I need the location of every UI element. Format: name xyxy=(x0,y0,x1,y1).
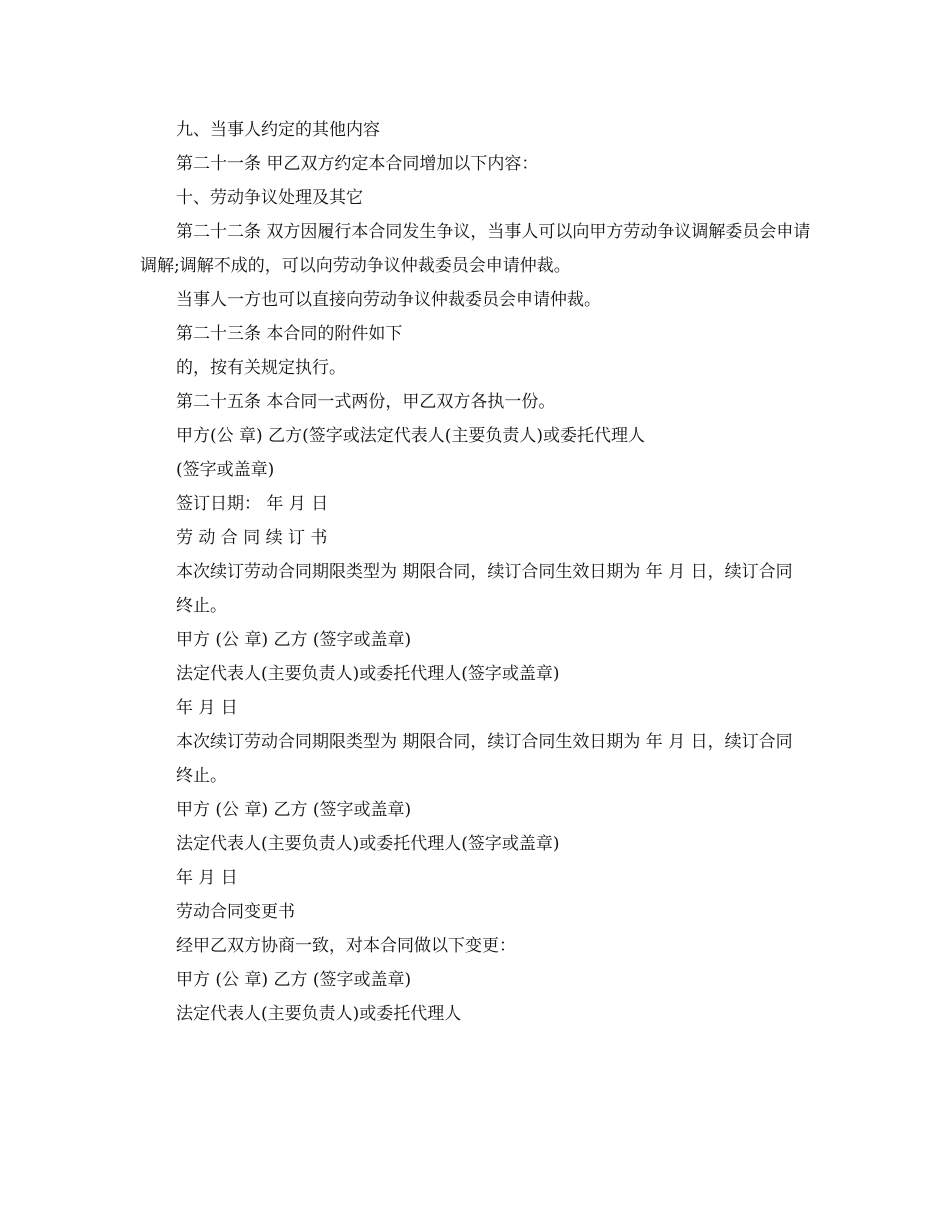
renewal-parties-1: 甲方 (公 章) 乙方 (签字或盖章) xyxy=(176,630,412,650)
article-23: 第二十三条 本合同的附件如下 xyxy=(176,324,403,344)
renewal-representative-1: 法定代表人(主要负责人)或委托代理人(签字或盖章) xyxy=(176,664,560,684)
amendment-intro: 经甲乙双方协商一致，对本合同做以下变更： xyxy=(176,936,516,956)
amendment-representative: 法定代表人(主要负责人)或委托代理人 xyxy=(176,1004,462,1024)
renewal-representative-2: 法定代表人(主要负责人)或委托代理人(签字或盖章) xyxy=(176,834,560,854)
article-25: 第二十五条 本合同一式两份，甲乙双方各执一份。 xyxy=(176,392,556,412)
article-22: 第二十二条 双方因履行本合同发生争议，当事人可以向甲方劳动争议调解委员会申请调解;调解不成的，可以向劳动争议仲裁委员会申请仲裁。 xyxy=(140,222,811,276)
amendment-parties: 甲方 (公 章) 乙方 (签字或盖章) xyxy=(176,970,412,990)
signing-date: 签订日期： 年 月 日 xyxy=(176,494,329,514)
renewal-term-2: 本次续订劳动合同期限类型为 期限合同，续订合同生效日期为 年 月 日，续订合同 xyxy=(176,732,793,752)
document-body xyxy=(140,113,816,1031)
renewal-parties-2: 甲方 (公 章) 乙方 (签字或盖章) xyxy=(176,800,412,820)
renewal-date-2: 年 月 日 xyxy=(176,868,238,888)
amendment-title: 劳动合同变更书 xyxy=(176,902,295,922)
arbitration-note: 当事人一方也可以直接向劳动争议仲裁委员会申请仲裁。 xyxy=(176,290,601,310)
renewal-end-1: 终止。 xyxy=(176,596,227,616)
renewal-term-1: 本次续订劳动合同期限类型为 期限合同，续订合同生效日期为 年 月 日，续订合同 xyxy=(176,562,793,582)
section-heading-other-terms: 九、当事人约定的其他内容 xyxy=(176,120,380,140)
renewal-title: 劳 动 合 同 续 订 书 xyxy=(176,528,328,548)
renewal-end-2: 终止。 xyxy=(176,766,227,786)
renewal-date-1: 年 月 日 xyxy=(176,698,238,718)
signature-parties: 甲方(公 章) 乙方(签字或法定代表人(主要负责人)或委托代理人 xyxy=(176,426,645,446)
signature-seal-note: (签字或盖章) xyxy=(176,460,275,480)
regulation-note: 的，按有关规定执行。 xyxy=(176,358,346,378)
section-heading-disputes: 十、劳动争议处理及其它 xyxy=(176,188,363,208)
article-21: 第二十一条 甲乙双方约定本合同增加以下内容： xyxy=(176,154,539,174)
